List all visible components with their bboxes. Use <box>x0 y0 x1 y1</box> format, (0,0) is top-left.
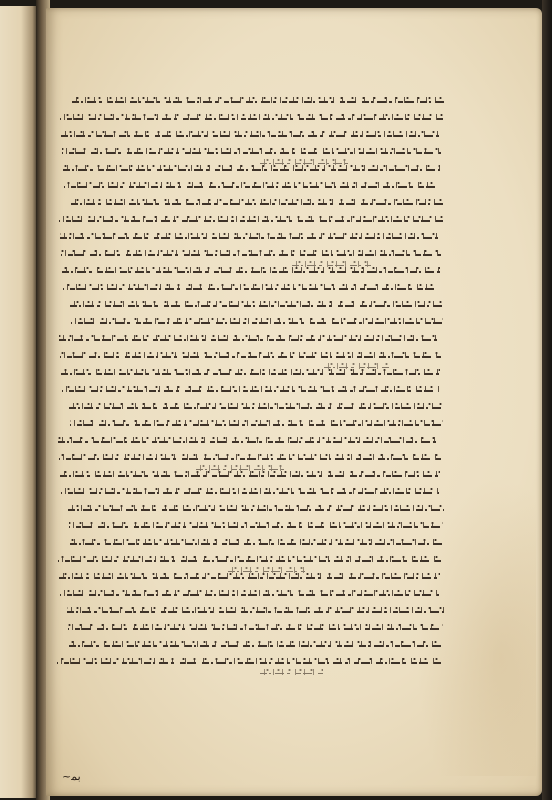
scan-background-edge <box>542 0 552 800</box>
manuscript-line <box>58 555 441 565</box>
manuscript-line <box>67 606 444 616</box>
interlinear-note <box>260 668 323 674</box>
manuscript-line <box>59 572 440 582</box>
manuscript-line <box>62 385 439 395</box>
manuscript-line <box>60 351 441 361</box>
facing-page-edge <box>0 6 38 798</box>
manuscript-line <box>61 368 440 378</box>
manuscript-line <box>71 317 443 327</box>
manuscript-line <box>61 249 441 259</box>
manuscript-text-block <box>60 96 444 676</box>
manuscript-line <box>57 657 441 667</box>
manuscript-line <box>64 181 439 191</box>
catchword: ~ﺑﻤ <box>62 770 81 783</box>
manuscript-line <box>59 334 442 344</box>
manuscript-line <box>70 300 444 310</box>
manuscript-line <box>59 453 441 463</box>
manuscript-line <box>68 623 443 633</box>
manuscript-line <box>60 113 443 123</box>
manuscript-line <box>71 198 444 208</box>
manuscript-line <box>60 589 439 599</box>
manuscript-line <box>69 640 442 650</box>
manuscript-line <box>69 521 443 531</box>
manuscript-line <box>58 436 442 446</box>
manuscript-line <box>68 504 444 514</box>
manuscript-line <box>60 232 442 242</box>
manuscript-line <box>69 402 444 412</box>
manuscript-line <box>62 147 441 157</box>
manuscript-line <box>63 164 440 174</box>
manuscript-line <box>70 538 442 548</box>
manuscript-line <box>60 470 440 480</box>
manuscript-line <box>72 96 444 106</box>
manuscript-line <box>62 266 440 276</box>
manuscript-line <box>63 283 439 293</box>
manuscript-line <box>70 419 443 429</box>
manuscript-line <box>59 215 443 225</box>
manuscript-line <box>61 130 442 140</box>
manuscript-line <box>61 487 439 497</box>
